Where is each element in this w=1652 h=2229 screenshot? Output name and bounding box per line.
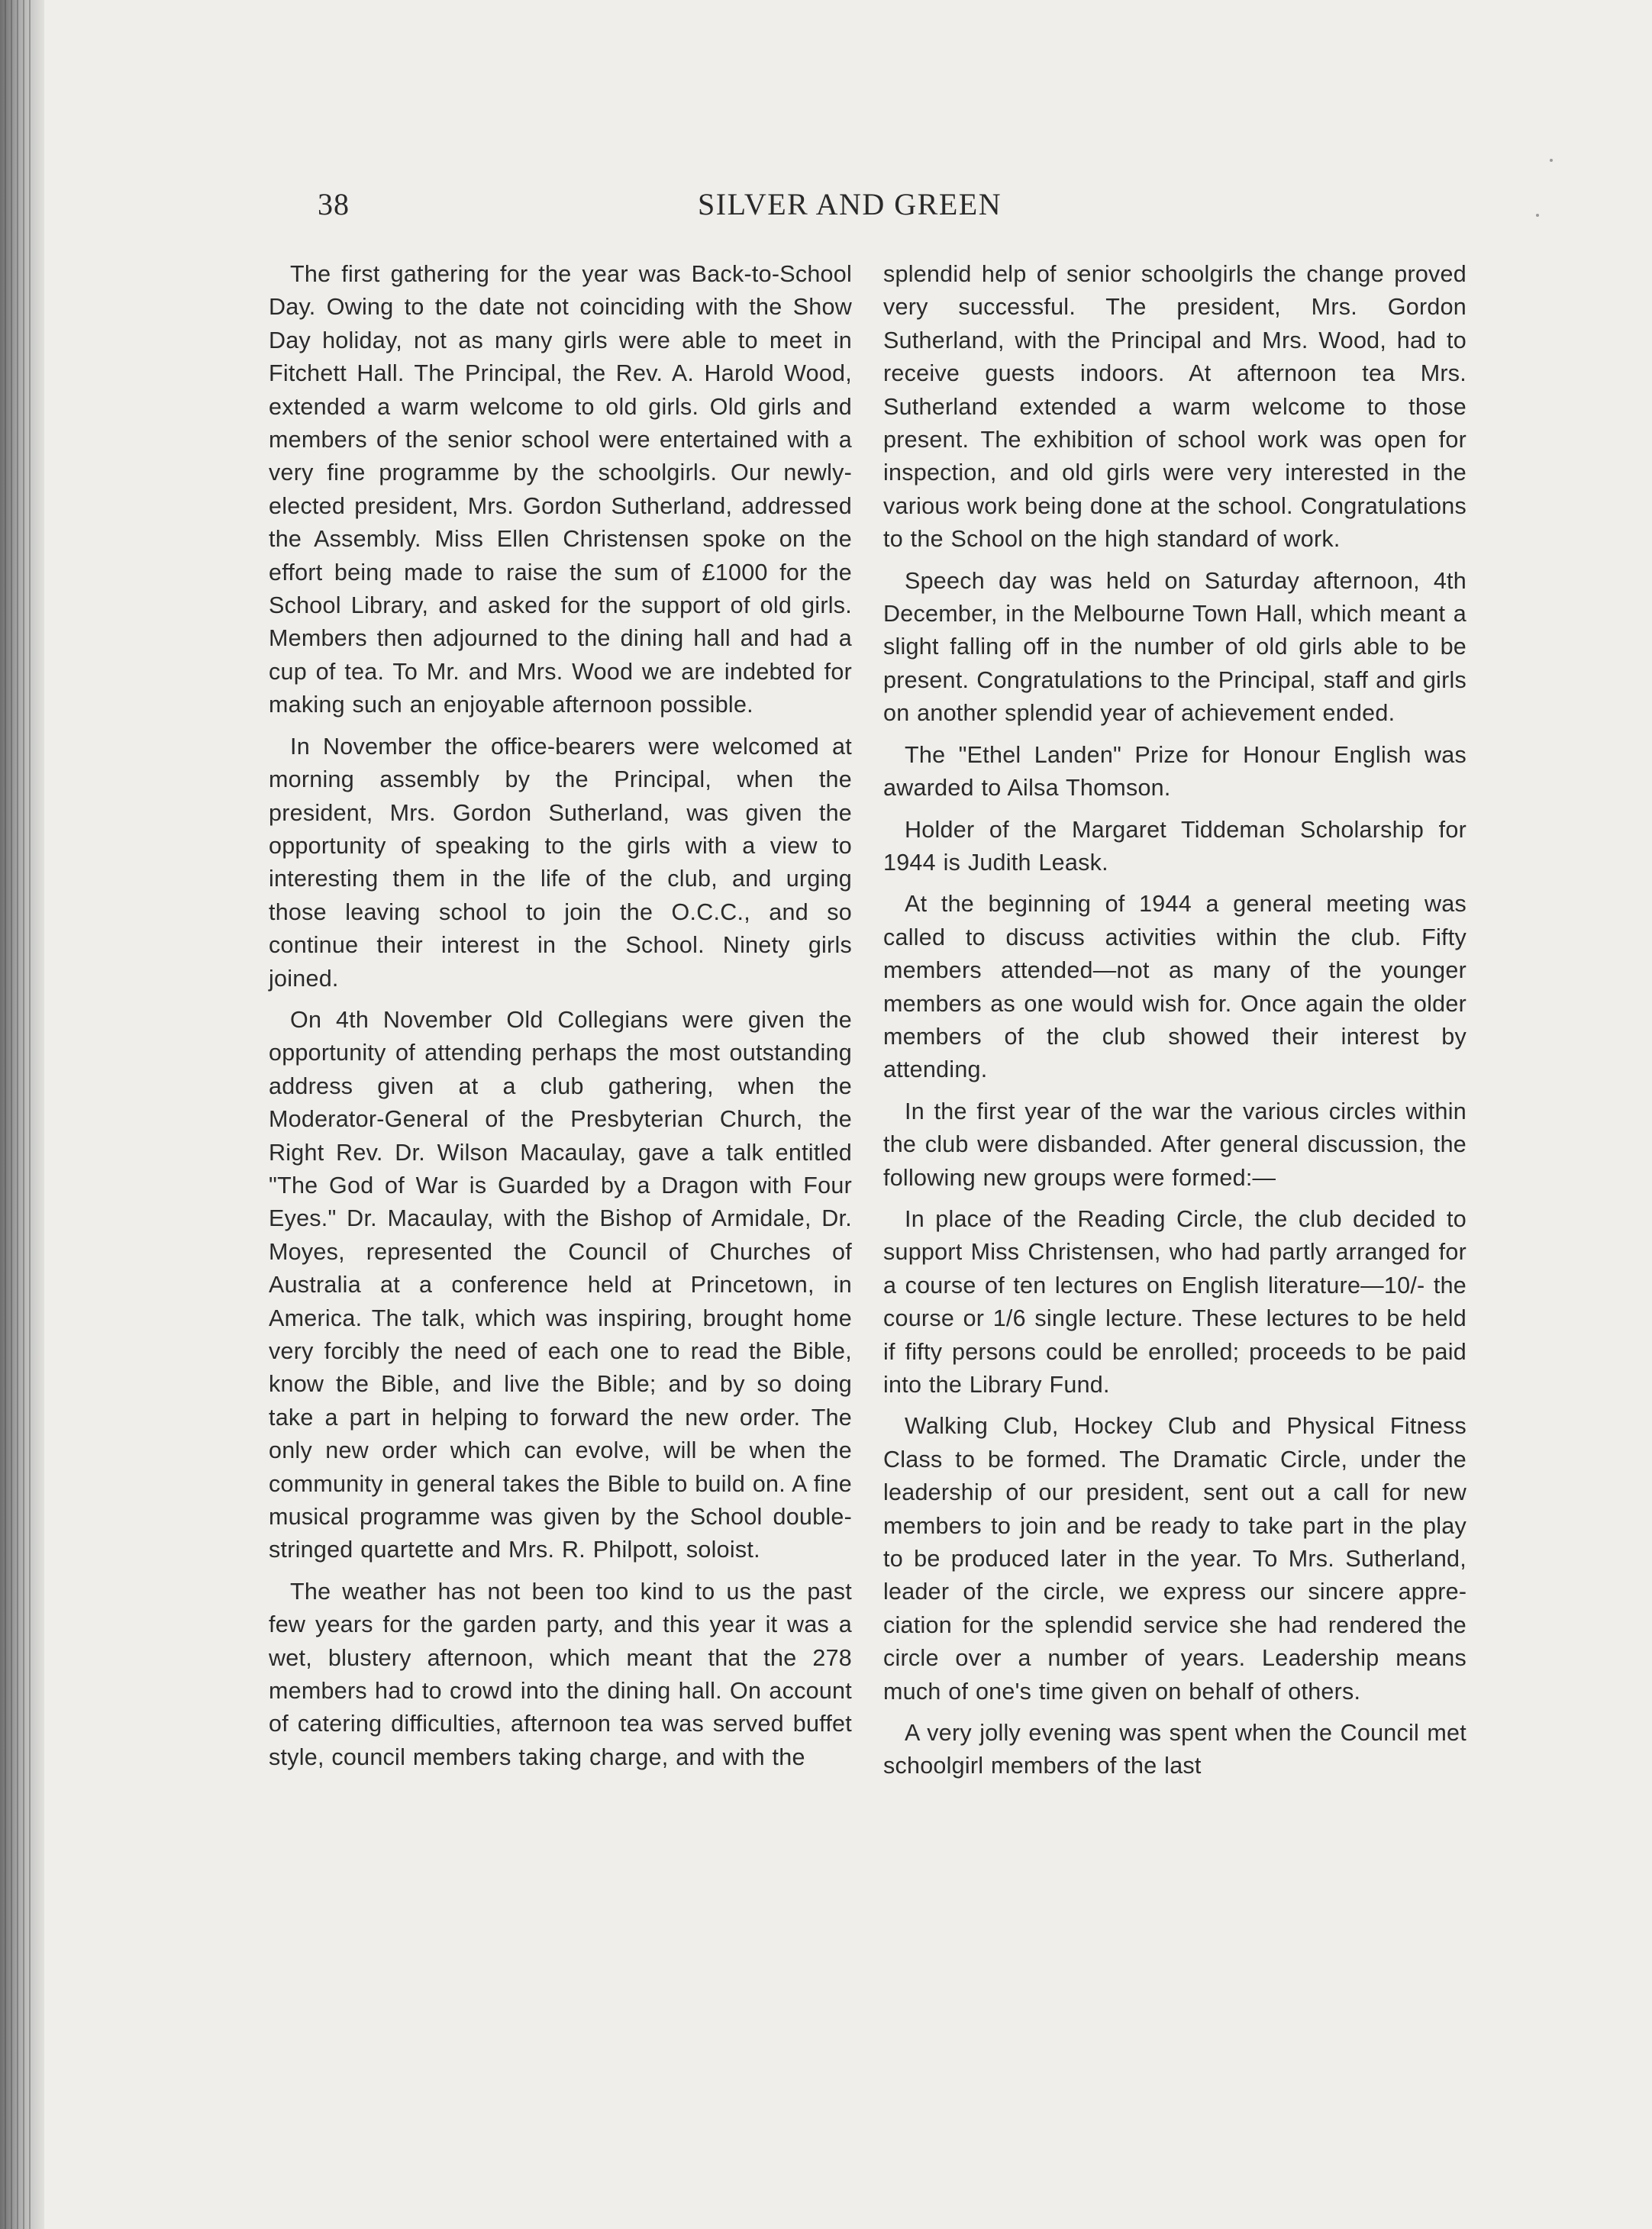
paragraph: A very jolly evening was spent when the Council met schoolgirl members of the last — [883, 1720, 1466, 1779]
page-edge-line — [17, 0, 18, 2229]
paragraph: In place of the Reading Circle, the club decided to support Miss Christensen, who had partly arranged for a course of ten lectures on English literature—10/- the course or 1/6 single lecture. These lectures to be held if fifty persons could be enrolled; proceeds to be paid into the Library Fund. — [883, 1205, 1466, 1398]
paragraph: On 4th November Old Collegians were given the opportunity of attending perhaps the most outstanding address given at a club gathering, when the Moderator-General of the Presbyterian Church, the Right Rev. Dr. Wilson Macaulay, gave a talk entitled "The God of War is Guarded by a Dragon with Four Eyes." Dr. Macaulay, with the Bishop of Armidale, Dr. Moyes, represented the Council of Churches of Australia at a conference held at Princetown, in America. The talk, which was inspiring, brought home very forcibly the need of each one to read the Bible, know the Bible, and live the Bible; and by so doing take a part in helping to forward the new order. The only new order which can evolve, will be when the community in general takes the Bible to build on. A fine musical programme was given by the School double-stringed quartette and Mrs. R. Philpott, soloist. — [269, 1006, 852, 1563]
paragraph: Holder of the Margaret Tiddeman Scholarship for 1944 is Judith Leask. — [883, 816, 1466, 876]
page-edge-line — [23, 0, 24, 2229]
paragraph: The first gathering for the year was Back-to-School Day. Owing to the date not coinciding with the Show Day holiday, not as many girls were able to meet in Fitchett Hall. The Principal, the Rev. A. Harold Wood, extended a warm welcome to old girls. Old girls and members of the senior school were entertained with a very fine programme by the schoolgirls. Our newly-elected president, Mrs. Gordon Sutherland, addressed the Assembly. Miss Ellen Christensen spoke on the effort being made to raise the sum of £1000 for the School Library, and asked for the support of old girls. Members then adjourned to the dining hall and had a cup of tea. To Mr. and Mrs. Wood we are indebted for making such an enjoyable afternoon possible. — [269, 261, 852, 718]
paragraph: In the first year of the war the various circles within the club were disbanded. After general discussion, the following new groups were formed:— — [883, 1098, 1466, 1191]
paper-speck — [1550, 159, 1553, 162]
paragraph: The "Ethel Landen" Prize for Honour English was awarded to Ailsa Thomson. — [883, 741, 1466, 802]
paragraph: Speech day was held on Saturday afternoon, 4th December, in the Melbourne Town Hall, which meant a slight falling off in the number of old girls able to be present. Congratulations to the Principal, staff and girls on another splendid year of achievement ended. — [883, 567, 1466, 727]
page-edge-line — [5, 0, 6, 2229]
left-column — [269, 258, 852, 1782]
paragraph: At the beginning of 1944 a general meeting was called to discuss activities within the club. Fifty members attended—not as many of the younger members as one would wish for. Once again the older members of the club showed their interest by attending. — [883, 891, 1466, 1083]
page-number: 38 — [318, 187, 350, 221]
paragraph: Walking Club, Hockey Club and Physical Fitness Class to be formed. The Dramatic Circle, under the leadership of our president, sent out a call for new members to join and be ready to take part in the play to be produced later in the year. To Mrs. Sutherland, leader of the circle, we express our sincere appreciation for the splendid service she had rendered the circle over a number of years. Leadership means much of one's time given on behalf of others. — [883, 1413, 1466, 1705]
book-binding-edge — [0, 0, 44, 2229]
paragraph: In November the office-bearers were welcomed at morning assembly by the Principal, when the president, Mrs. Gordon Sutherland, was given the opportunity of speaking to the girls with a view to interesting them in the life of the club, and urging those leaving school to join the O.C.C., and so continue their interest in the School. Ninety girls joined. — [269, 733, 852, 992]
paragraph: The weather has not been too kind to us the past few years for the garden party, and this year it was a wet, blustery afternoon, which meant that the 278 members had to crowd into the dining hall. On account of catering difficulties, afternoon tea was served buffet style, council members taking charge, and with the — [269, 1578, 852, 1770]
page-edge-line — [11, 0, 12, 2229]
running-title: SILVER AND GREEN — [698, 187, 1002, 221]
page-header — [0, 182, 1652, 227]
paragraph: splendid help of senior schoolgirls the change proved very successful. The president, Mrs. Gordon Sutherland, with the Principal and Mrs. Wood, had to receive guests indoors. At afternoon tea Mrs. Sutherland extended a warm welcome to those present. The exhibition of school work was open for inspection, and old girls were very interested in the various work being done at the school. Congratulations to the School on the high standard of work. — [883, 261, 1466, 553]
right-column — [883, 258, 1466, 1792]
page-edge-line — [29, 0, 31, 2229]
